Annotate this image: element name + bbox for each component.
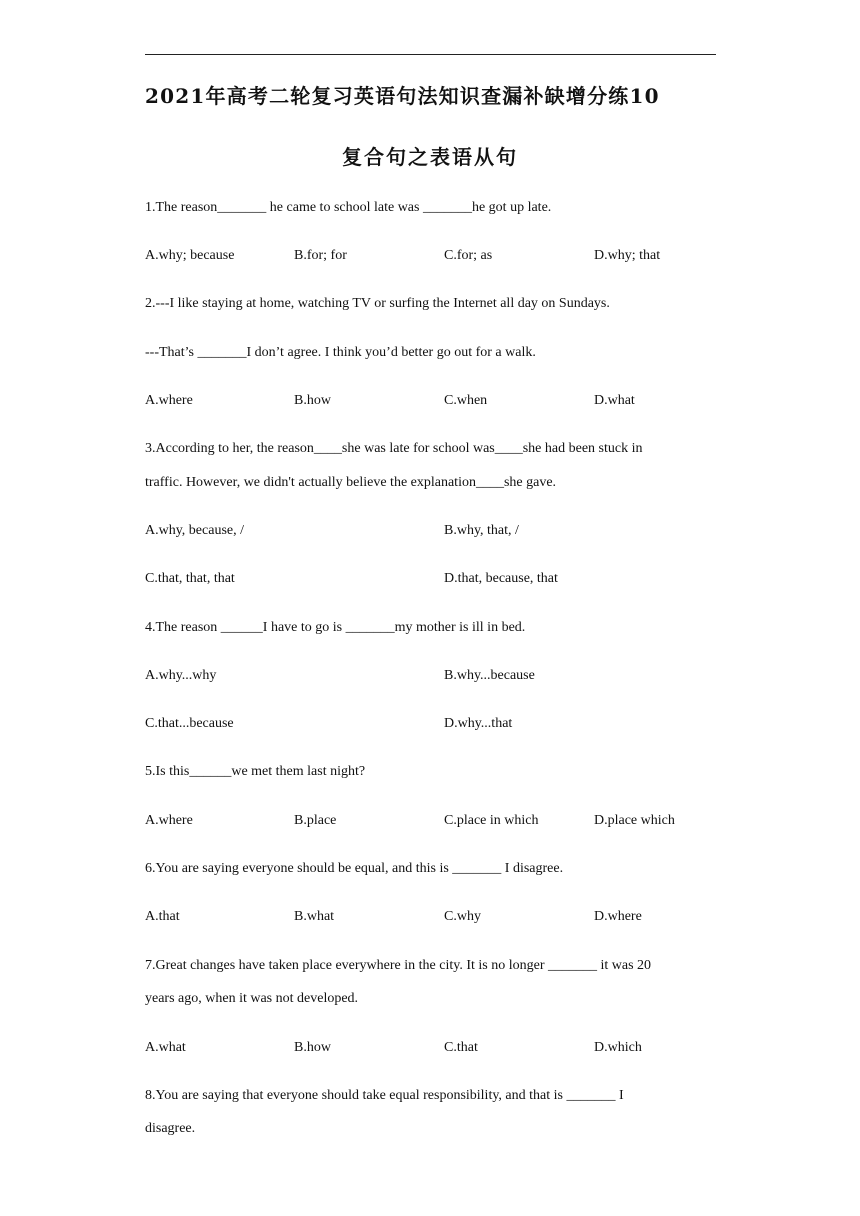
question-5-option-b: B.place bbox=[294, 813, 337, 828]
question-1-option-d: D.why; that bbox=[594, 248, 661, 263]
question-1-option-c: C.for; as bbox=[444, 248, 493, 263]
question-4-option-d: D.why...that bbox=[444, 716, 513, 731]
question-3-option-b: B.why, that, / bbox=[444, 523, 519, 538]
question-4-option-a: A.why...why bbox=[145, 668, 217, 683]
question-2-option-d: D.what bbox=[594, 393, 635, 408]
question-2-option-a: A.where bbox=[145, 393, 193, 408]
question-7-option-c: C.that bbox=[444, 1040, 478, 1055]
question-4-option-c: C.that...because bbox=[145, 716, 234, 731]
question-7-stem: 7.Great changes have taken place everywhere in the city. It is no longer _______ it was 20 bbox=[145, 958, 652, 973]
question-8-stem-line2: disagree. bbox=[145, 1121, 196, 1136]
question-2-option-b: B.how bbox=[294, 393, 331, 408]
question-3-option-d: D.that, because, that bbox=[444, 571, 558, 586]
question-2-stem: 2.---I like staying at home, watching TV or surfing the Internet all day on Sundays. bbox=[145, 296, 610, 311]
question-1-stem: 1.The reason_______ he came to school late was _______he got up late. bbox=[145, 200, 552, 215]
question-2-stem-line2: ---That’s _______I don’t agree. I think you’d better go out for a walk. bbox=[145, 345, 536, 360]
question-4-stem: 4.The reason ______I have to go is _______my mother is ill in bed. bbox=[145, 620, 526, 635]
question-4-option-b: B.why...because bbox=[444, 668, 535, 683]
question-3-option-a: A.why, because, / bbox=[145, 523, 245, 538]
header-rule bbox=[145, 54, 716, 55]
question-1-option-b: B.for; for bbox=[294, 248, 347, 263]
page-subtitle: 复合句之表语从句 bbox=[342, 145, 518, 169]
question-1-option-a: A.why; because bbox=[145, 248, 235, 263]
question-7-option-a: A.what bbox=[145, 1040, 186, 1055]
question-5-option-c: C.place in which bbox=[444, 813, 539, 828]
question-5-stem: 5.Is this______we met them last night? bbox=[145, 764, 366, 779]
question-5-option-a: A.where bbox=[145, 813, 193, 828]
question-3-stem-line2: traffic. However, we didn't actually believe the explanation____she gave. bbox=[145, 475, 557, 490]
question-7-option-d: D.which bbox=[594, 1040, 642, 1055]
question-2-option-c: C.when bbox=[444, 393, 488, 408]
question-6-option-b: B.what bbox=[294, 909, 335, 924]
question-6-option-d: D.where bbox=[594, 909, 642, 924]
question-7-option-b: B.how bbox=[294, 1040, 331, 1055]
question-3-option-c: C.that, that, that bbox=[145, 571, 235, 586]
question-6-option-c: C.why bbox=[444, 909, 481, 924]
question-8-stem: 8.You are saying that everyone should take equal responsibility, and that is _______ I bbox=[145, 1088, 624, 1103]
question-5-option-d: D.place which bbox=[594, 813, 675, 828]
question-6-stem: 6.You are saying everyone should be equal, and this is _______ I disagree. bbox=[145, 861, 564, 876]
question-3-stem: 3.According to her, the reason____she was late for school was____she had been stuck in bbox=[145, 441, 643, 456]
question-7-stem-line2: years ago, when it was not developed. bbox=[145, 991, 359, 1006]
page-title: 2021年高考二轮复习英语句法知识查漏补缺增分练10 bbox=[145, 84, 660, 108]
question-6-option-a: A.that bbox=[145, 909, 180, 924]
